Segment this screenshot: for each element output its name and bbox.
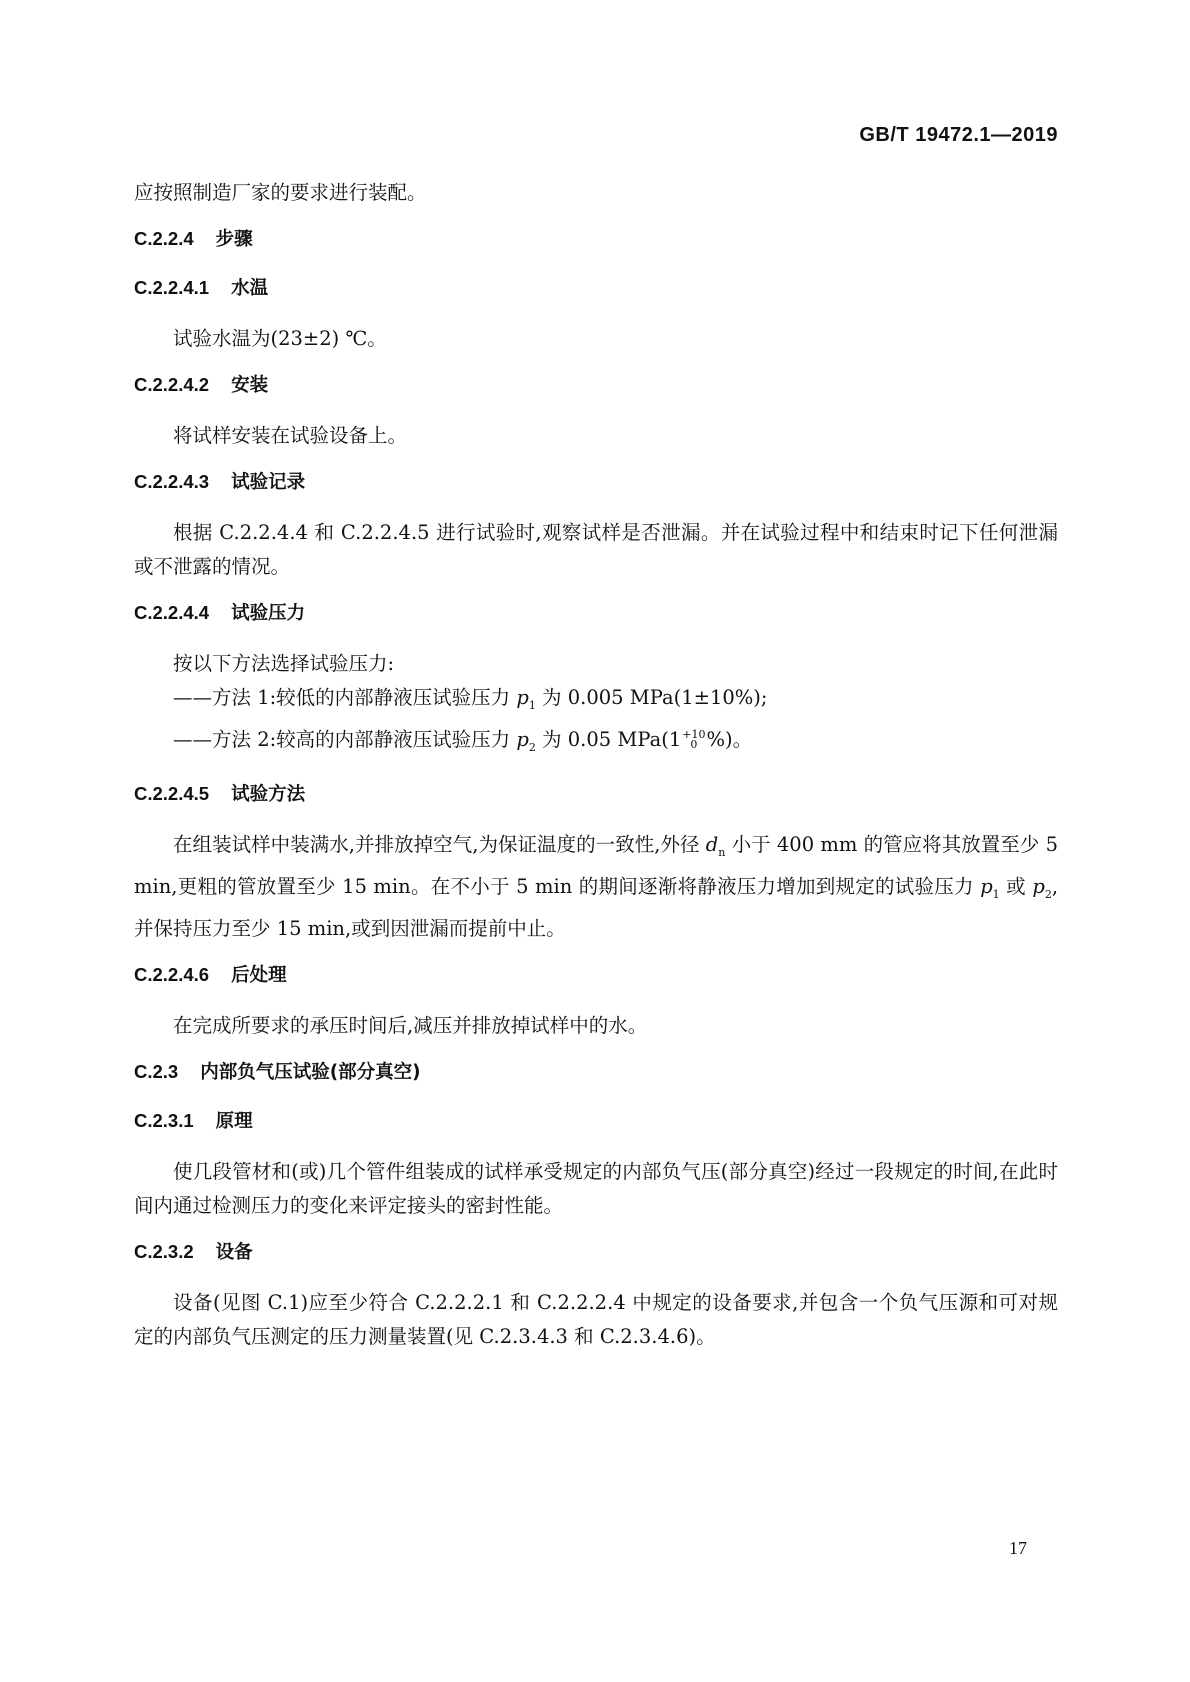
section-number: C.2.2.4.2 [134, 374, 210, 395]
paragraph: 在完成所要求的承压时间后,减压并排放掉试样中的水。 [173, 1013, 648, 1037]
list-item: ——方法 2:较高的内部静液压试验压力 $p_2$ 为 0.05 MPa(1 +10 0 %)。 [173, 727, 753, 754]
section-number: C.2.2.4.6 [134, 963, 210, 985]
document-body [134, 176, 1058, 1368]
section-heading [134, 1057, 1058, 1088]
paragraph: 根据 C.2.2.4.4 和 C.2.2.4.5 进行试验时,观察试样是否泄漏。并在试验过程中和结束时记下任何泄漏或不泄露的情况。 [134, 521, 1058, 578]
section-heading [134, 960, 1058, 991]
section-title: 试验压力 [231, 603, 306, 624]
section-number: C.2.2.4.1 [134, 277, 210, 298]
section-title: 设备 [215, 1241, 253, 1263]
section-number: C.2.2.4.4 [134, 602, 210, 623]
section-heading [134, 273, 1058, 304]
section-title: 试验方法 [231, 783, 306, 805]
section-heading [134, 1106, 1058, 1137]
section-title: 试验记录 [231, 472, 306, 493]
section-heading [134, 224, 1058, 255]
list-item: ——方法 1:较低的内部静液压试验压力 $p_1$ 为 0.005 MPa(1±10%); [173, 686, 768, 712]
section-heading [134, 779, 1058, 810]
section-title: 步骤 [215, 229, 253, 250]
section-title: 原理 [215, 1110, 253, 1132]
paragraph: 在组装试样中装满水,并排放掉空气,为保证温度的一致性,外径 $d_n$ 小于 400 mm 的管应将其放置至少 5 min,更粗的管放置至少 15 min。在不小于 5 min 的期间逐渐将静液压力增加到规定的试验压力 $p_1$ 或 $p_2$,并保持压力至少 15 min,或到因泄漏而提前中止。 [134, 832, 1059, 940]
section-heading [134, 467, 1058, 498]
paragraph: 使几段管材和(或)几个管件组装成的试样承受规定的内部负气压(部分真空)经过一段规定的时间,在此时间内通过检测压力的变化来评定接头的密封性能。 [134, 1159, 1058, 1217]
page-number: 17 [1009, 1538, 1027, 1558]
section-title: 后处理 [231, 964, 287, 986]
paragraph: 应按照制造厂家的要求进行装配。 [134, 181, 427, 204]
paragraph: 将试样安装在试验设备上。 [173, 424, 408, 447]
standard-code: GB/T 19472.1—2019 [859, 124, 1058, 146]
section-heading [134, 370, 1058, 401]
section-number: C.2.2.4 [134, 228, 194, 249]
section-number: C.2.3 [134, 1060, 179, 1082]
section-title: 水温 [231, 278, 269, 299]
section-heading [134, 1237, 1058, 1268]
section-title: 安装 [231, 375, 269, 396]
paragraph: 设备(见图 C.1)应至少符合 C.2.2.2.1 和 C.2.2.2.4 中规定的设备要求,并包含一个负气压源和可对规定的内部负气压测定的压力测量装置(见 C.2.3.4.3 和 C.2.3.4.6)。 [134, 1290, 1058, 1348]
section-heading [134, 598, 1058, 629]
section-number: C.2.3.2 [134, 1240, 194, 1262]
paragraph: 试验水温为(23±2) ℃。 [173, 327, 387, 350]
section-number: C.2.2.4.5 [134, 782, 210, 804]
section-number: C.2.3.1 [134, 1109, 194, 1131]
section-title: 内部负气压试验(部分真空) [200, 1061, 421, 1083]
tolerance: +10 0 [682, 728, 706, 752]
paragraph: 按以下方法选择试验压力: [173, 652, 395, 675]
section-number: C.2.2.4.3 [134, 471, 210, 492]
